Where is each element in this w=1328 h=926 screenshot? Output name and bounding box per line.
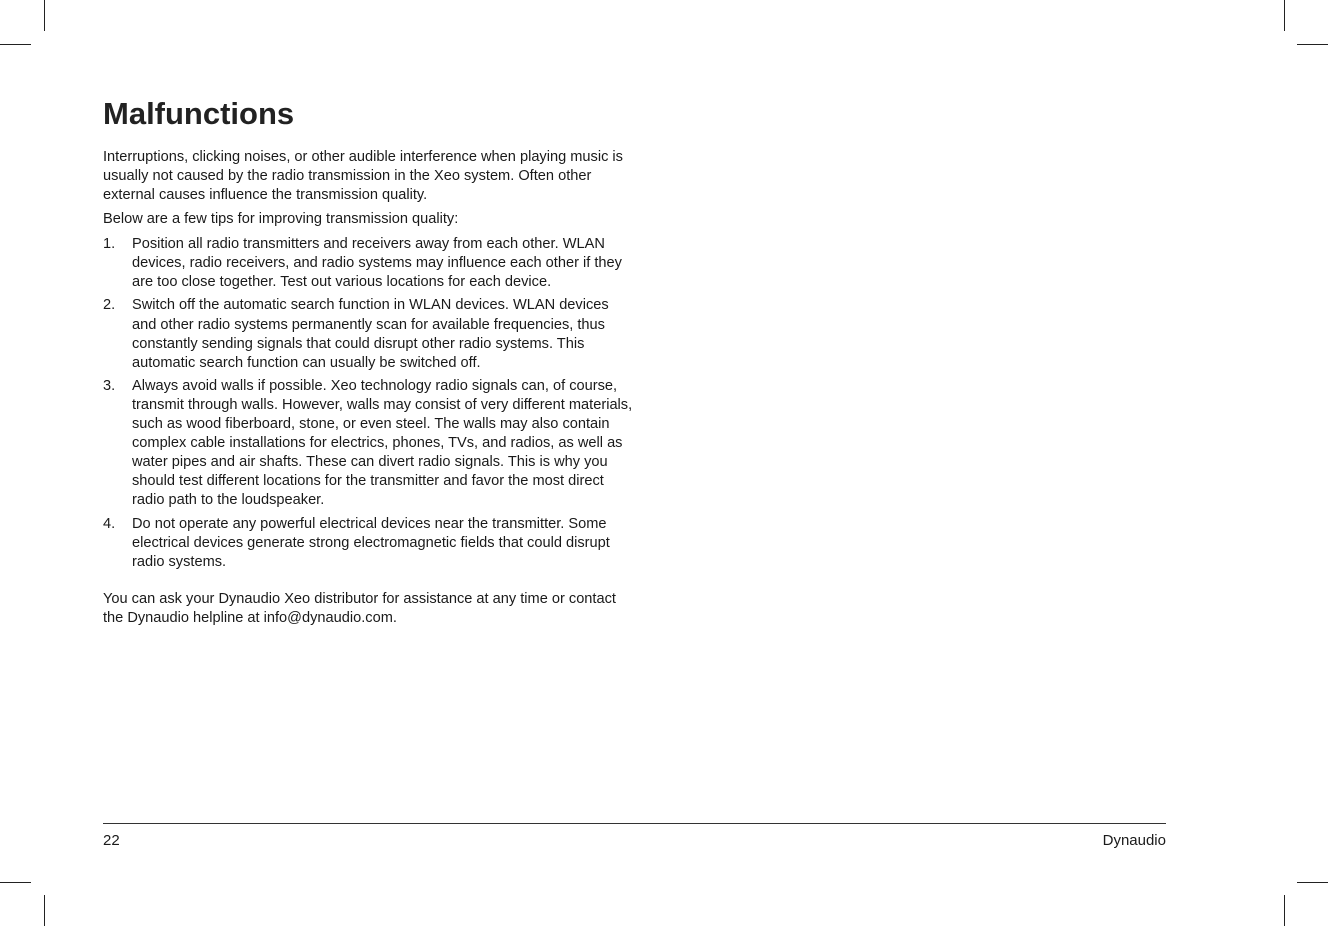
list-item-number: 2. xyxy=(103,297,116,314)
intro-paragraph: Interruptions, clicking noises, or other audible interference when playing music is usually not caused by the radio transmission in the Xeo system. Often other external causes influence the transmission quality. xyxy=(103,149,623,203)
crop-mark xyxy=(0,44,31,45)
footer-divider xyxy=(103,823,1166,824)
crop-mark xyxy=(1284,895,1285,926)
footer-brand: Dynaudio xyxy=(1102,832,1166,849)
page-title: Malfunctions xyxy=(103,96,295,131)
page-content xyxy=(103,94,633,633)
list-item-number: 3. xyxy=(103,377,116,394)
list-item-number: 1. xyxy=(103,236,116,253)
crop-mark xyxy=(44,895,45,926)
list-item-number: 4. xyxy=(103,515,116,532)
crop-mark xyxy=(44,0,45,31)
list-item-text: Position all radio transmitters and receivers away from each other. WLAN devices, radio receivers, and radio systems may influence each other if they are too close together. Test out various locations for each device. xyxy=(132,236,622,291)
crop-mark xyxy=(0,882,31,883)
tips-intro: Below are a few tips for improving transmission quality: xyxy=(103,211,459,228)
crop-mark xyxy=(1297,882,1328,883)
list-item-text: Do not operate any powerful electrical devices near the transmitter. Some electrical devices generate strong electromagnetic fields that could disrupt radio systems. xyxy=(132,515,610,570)
list-item xyxy=(103,377,633,511)
contact-paragraph: You can ask your Dynaudio Xeo distributor for assistance at any time or contact the Dynaudio helpline at info@dynaudio.com. xyxy=(103,590,616,626)
list-item xyxy=(103,235,633,292)
tips-list xyxy=(103,235,633,572)
crop-mark xyxy=(1284,0,1285,31)
crop-mark xyxy=(1297,44,1328,45)
list-item-text: Switch off the automatic search function in WLAN devices. WLAN devices and other radio systems permanently scan for available frequencies, thus constantly sending signals that could disrupt other radio systems. This automatic search function can usually be switched off. xyxy=(132,297,609,371)
list-item-text: Always avoid walls if possible. Xeo technology radio signals can, of course, transmit through walls. However, walls may consist of very different materials, such as wood fiberboard, stone, or even steel. The walls may also contain complex cable installations for electrics, phones, TVs, and radios, as well as water pipes and air shafts. These can divert radio signals. This is why you should test different locations for the transmitter and favor the most direct radio path to the loudspeaker. xyxy=(132,377,633,509)
list-item xyxy=(103,296,633,372)
page-number: 22 xyxy=(103,832,120,849)
list-item xyxy=(103,515,633,572)
